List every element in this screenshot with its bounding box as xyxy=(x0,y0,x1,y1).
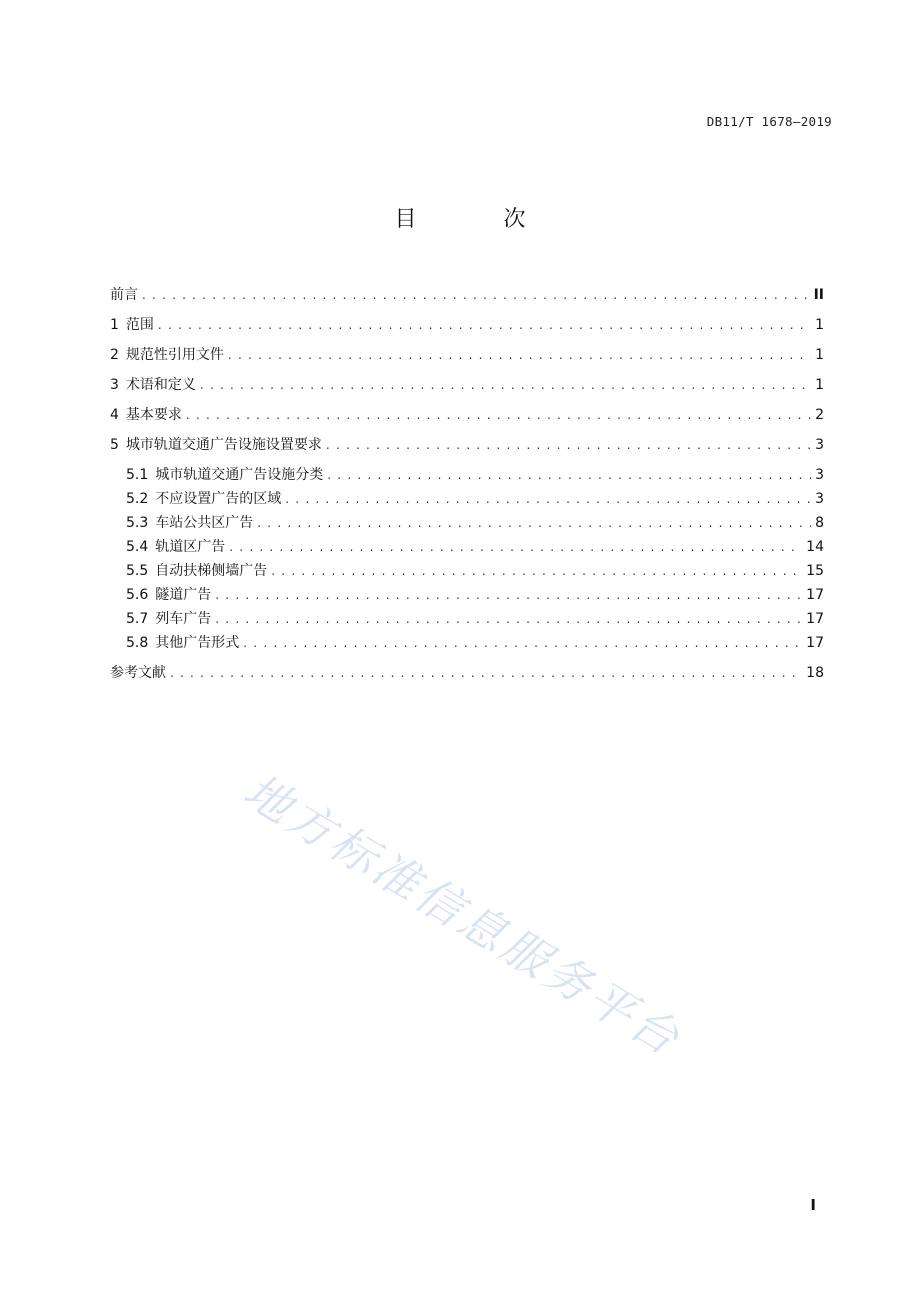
toc-entry-label: 轨道区广告 xyxy=(155,539,226,555)
page-title: 目 次 xyxy=(394,207,566,232)
toc-entry-5[interactable] xyxy=(110,430,824,454)
toc-entry-label: 规范性引用文件 xyxy=(125,347,224,363)
toc-dot-leader xyxy=(228,346,811,364)
toc-page-number: 15 xyxy=(806,563,824,579)
toc-dot-leader xyxy=(326,436,811,454)
toc-page-number: 1 xyxy=(815,317,824,333)
toc-entry-label: 隧道广告 xyxy=(155,587,212,603)
toc-dot-leader xyxy=(200,376,811,394)
toc-dot-leader xyxy=(257,514,811,532)
table-of-contents xyxy=(110,280,824,688)
toc-entry-label: 自动扶梯侧墙广告 xyxy=(155,563,268,579)
toc-page-number: 3 xyxy=(815,467,824,483)
toc-entry-label: 前言 xyxy=(110,287,138,303)
toc-entry-number: 2 xyxy=(110,347,119,363)
toc-entry-label: 术语和定义 xyxy=(125,377,196,393)
toc-page-number: 14 xyxy=(806,539,824,555)
toc-dot-leader xyxy=(229,538,802,556)
toc-entry-label: 不应设置广告的区域 xyxy=(155,491,282,507)
toc-page-number: 1 xyxy=(815,347,824,363)
toc-entry-5-4[interactable] xyxy=(110,532,824,556)
toc-page-number: 3 xyxy=(815,491,824,507)
toc-entry-number: 1 xyxy=(110,317,119,333)
toc-page-number: 3 xyxy=(815,437,824,453)
toc-dot-leader xyxy=(285,490,811,508)
toc-entry-number: 5.8 xyxy=(126,635,149,651)
toc-dot-leader xyxy=(186,406,811,424)
toc-entry-5-7[interactable] xyxy=(110,604,824,628)
toc-entry-label: 范围 xyxy=(125,317,154,333)
toc-entry-2[interactable] xyxy=(110,340,824,364)
toc-dot-leader xyxy=(170,664,802,682)
toc-entry-foreword[interactable] xyxy=(110,280,824,304)
toc-entry-references[interactable] xyxy=(110,658,824,682)
toc-dot-leader xyxy=(243,634,802,652)
toc-entry-label: 参考文献 xyxy=(110,665,166,681)
toc-entry-number: 5.1 xyxy=(126,467,149,483)
toc-dot-leader xyxy=(142,286,810,304)
toc-page-number: 8 xyxy=(815,515,824,531)
toc-entry-label: 列车广告 xyxy=(155,611,212,627)
watermark-text: 地方标准信息服务平台 xyxy=(234,763,691,1068)
toc-dot-leader xyxy=(271,562,802,580)
toc-entry-1[interactable] xyxy=(110,310,824,334)
toc-entry-5-1[interactable] xyxy=(110,460,824,484)
toc-entry-5-5[interactable] xyxy=(110,556,824,580)
document-code: DB11/T 1678—2019 xyxy=(706,114,832,129)
toc-entry-number: 5.7 xyxy=(126,611,149,627)
toc-page-number: 17 xyxy=(806,611,824,627)
toc-entry-5-6[interactable] xyxy=(110,580,824,604)
toc-page-number: 18 xyxy=(806,665,824,681)
toc-dot-leader xyxy=(327,466,811,484)
toc-page-number: 1 xyxy=(815,377,824,393)
toc-entry-label: 基本要求 xyxy=(125,407,182,423)
page-number: I xyxy=(810,1196,816,1214)
toc-entry-number: 4 xyxy=(110,407,119,423)
toc-dot-leader xyxy=(215,610,802,628)
toc-entry-4[interactable] xyxy=(110,400,824,424)
toc-entry-number: 5.4 xyxy=(126,539,149,555)
toc-entry-3[interactable] xyxy=(110,370,824,394)
toc-page-number: 17 xyxy=(806,587,824,603)
toc-entry-number: 3 xyxy=(110,377,119,393)
toc-entry-label: 车站公共区广告 xyxy=(155,515,254,531)
toc-entry-number: 5 xyxy=(110,437,119,453)
toc-page-number: 2 xyxy=(815,407,824,423)
toc-entry-number: 5.6 xyxy=(126,587,149,603)
toc-entry-label: 城市轨道交通广告设施设置要求 xyxy=(125,437,322,453)
toc-entry-5-2[interactable] xyxy=(110,484,824,508)
toc-entry-number: 5.3 xyxy=(126,515,149,531)
toc-entry-number: 5.5 xyxy=(126,563,149,579)
toc-entry-label: 城市轨道交通广告设施分类 xyxy=(155,467,324,483)
toc-entry-5-8[interactable] xyxy=(110,628,824,652)
toc-dot-leader xyxy=(215,586,802,604)
toc-dot-leader xyxy=(158,316,811,334)
toc-page-number: 17 xyxy=(806,635,824,651)
toc-entry-label: 其他广告形式 xyxy=(155,635,240,651)
toc-entry-number: 5.2 xyxy=(126,491,149,507)
toc-page-number: II xyxy=(813,287,824,303)
toc-entry-5-3[interactable] xyxy=(110,508,824,532)
